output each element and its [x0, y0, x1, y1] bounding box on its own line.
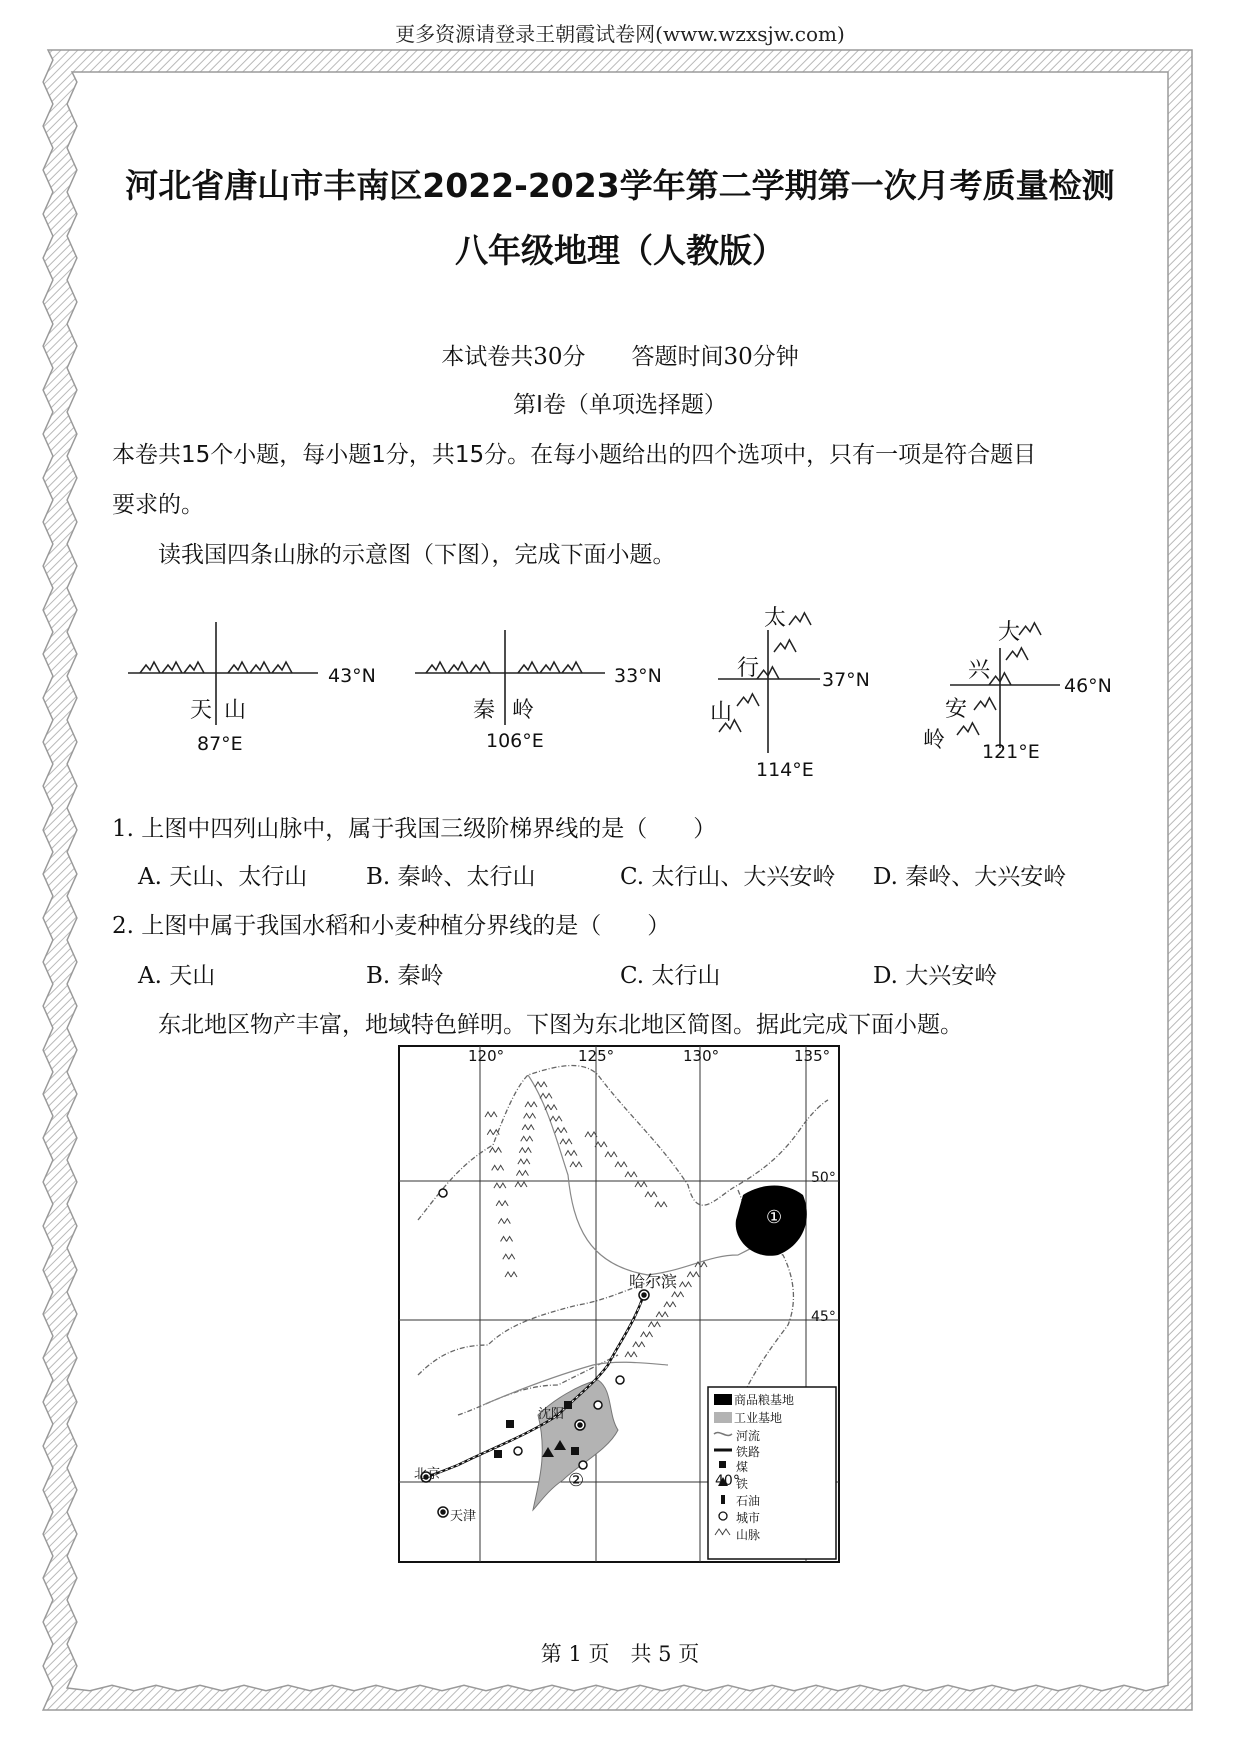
daxing-char1: 大 — [998, 620, 1021, 645]
exam-info: 本试卷共30分 答题时间30分钟 — [441, 344, 799, 370]
mountain-icon — [540, 662, 560, 673]
mountain-icon — [426, 662, 446, 673]
northeast-map — [398, 1045, 840, 1563]
intro-northeast: 东北地区物产丰富，地域特色鲜明。下图为东北地区简图。据此完成下面小题。 — [158, 1012, 963, 1038]
mountain-icon — [184, 662, 204, 673]
legend-city: 城市 — [736, 1511, 761, 1525]
city-tianjin: 天津 — [450, 1509, 477, 1524]
legend-iron: 铁 — [736, 1477, 749, 1491]
tianshan-char1: 天 — [190, 698, 213, 723]
mountain-icon — [518, 662, 538, 673]
lon-130: 130° — [683, 1047, 720, 1065]
mountain-icon — [562, 662, 582, 673]
section-desc-line2: 要求的。 — [112, 492, 204, 518]
mountain-icon — [162, 662, 182, 673]
lat-50: 50° — [811, 1170, 836, 1186]
tianshan-lat: 43°N — [328, 665, 376, 687]
legend-coal: 煤 — [736, 1460, 749, 1474]
qinling-char1: 秦 — [473, 698, 496, 723]
page-title: 河北省唐山市丰南区2022-2023学年第二学期第一次月考质量检测 — [125, 166, 1115, 205]
daxing-lat: 46°N — [1064, 675, 1112, 697]
taihang-char3: 山 — [710, 700, 733, 725]
mountain-icon — [1006, 648, 1028, 660]
question-1-stem: 1. 上图中四列山脉中，属于我国三级阶梯界线的是（ ） — [112, 816, 717, 842]
question-2-option-c[interactable]: C. 太行山 — [620, 963, 721, 989]
question-1-option-a[interactable]: A. 天山、太行山 — [138, 864, 308, 890]
legend-grain-base: 商品粮基地 — [734, 1393, 795, 1407]
legend-industrial-base: 工业基地 — [734, 1411, 783, 1425]
mountain-icon — [957, 723, 979, 735]
lat-45: 45° — [811, 1309, 836, 1325]
legend-mountain: 山脉 — [736, 1528, 761, 1542]
legend-railway: 铁路 — [736, 1445, 761, 1459]
mountain-icon — [228, 662, 248, 673]
city-shenyang: 沈阳 — [538, 1407, 565, 1422]
daxing-char2: 兴 — [968, 658, 991, 683]
question-1-option-b[interactable]: B. 秦岭、太行山 — [366, 864, 536, 890]
marker-industrial-base: ② — [568, 1470, 585, 1491]
legend-oil: 石油 — [736, 1494, 761, 1508]
tianshan-lon: 87°E — [197, 733, 243, 755]
question-1-option-c[interactable]: C. 太行山、大兴安岭 — [620, 864, 836, 890]
city-harbin: 哈尔滨 — [629, 1272, 678, 1291]
city-beijing: 北京 — [414, 1467, 441, 1482]
page-footer: 第 1 页 共 5 页 — [540, 1642, 700, 1666]
mountain-icon — [140, 662, 160, 673]
lon-135: 135° — [794, 1047, 831, 1065]
daxing-char3: 安 — [945, 697, 968, 722]
marker-grain-base: ① — [766, 1207, 783, 1228]
mountain-icon — [250, 662, 270, 673]
mountain-icon — [272, 662, 292, 673]
taihang-char1: 太 — [764, 606, 787, 631]
mountain-icon — [774, 640, 796, 652]
question-2-option-b[interactable]: B. 秦岭 — [366, 963, 444, 989]
site-header: 更多资源请登录王朝霞试卷网(www.wzxsjw.com) — [395, 22, 845, 46]
daxing-lon: 121°E — [982, 741, 1040, 763]
question-2-stem: 2. 上图中属于我国水稻和小麦种植分界线的是（ ） — [112, 913, 671, 939]
lon-120: 120° — [468, 1047, 505, 1065]
section-title: 第Ⅰ卷（单项选择题） — [513, 392, 727, 418]
mountain-icon — [448, 662, 468, 673]
question-1-option-d[interactable]: D. 秦岭、大兴安岭 — [873, 864, 1067, 890]
qinling-char2: 岭 — [512, 698, 535, 723]
map-canvas — [398, 1045, 840, 1563]
question-2-option-a[interactable]: A. 天山 — [138, 963, 216, 989]
daxing-char4: 岭 — [923, 728, 946, 753]
lat-40: 40° — [715, 1473, 740, 1489]
tianshan-char2: 山 — [224, 698, 247, 723]
qinling-lon: 106°E — [486, 730, 544, 752]
taihang-char2: 行 — [737, 656, 760, 681]
mountain-icon — [470, 662, 490, 673]
lon-125: 125° — [578, 1047, 615, 1065]
mountain-figures — [0, 600, 1240, 780]
taihang-lon: 114°E — [756, 759, 814, 781]
mountain-icon — [737, 694, 759, 706]
taihang-lat: 37°N — [822, 669, 870, 691]
page-subtitle: 八年级地理（人教版） — [455, 231, 785, 270]
question-2-option-d[interactable]: D. 大兴安岭 — [873, 963, 998, 989]
mountain-icon — [1019, 623, 1041, 635]
legend-river: 河流 — [736, 1429, 761, 1443]
qinling-lat: 33°N — [614, 665, 662, 687]
intro-mountains: 读我国四条山脉的示意图（下图），完成下面小题。 — [158, 542, 676, 568]
mountain-icon — [789, 613, 811, 625]
mountain-icon — [974, 698, 996, 710]
section-desc-line1: 本卷共15个小题，每小题1分，共15分。在每小题给出的四个选项中，只有一项是符合题目 — [112, 442, 1037, 468]
